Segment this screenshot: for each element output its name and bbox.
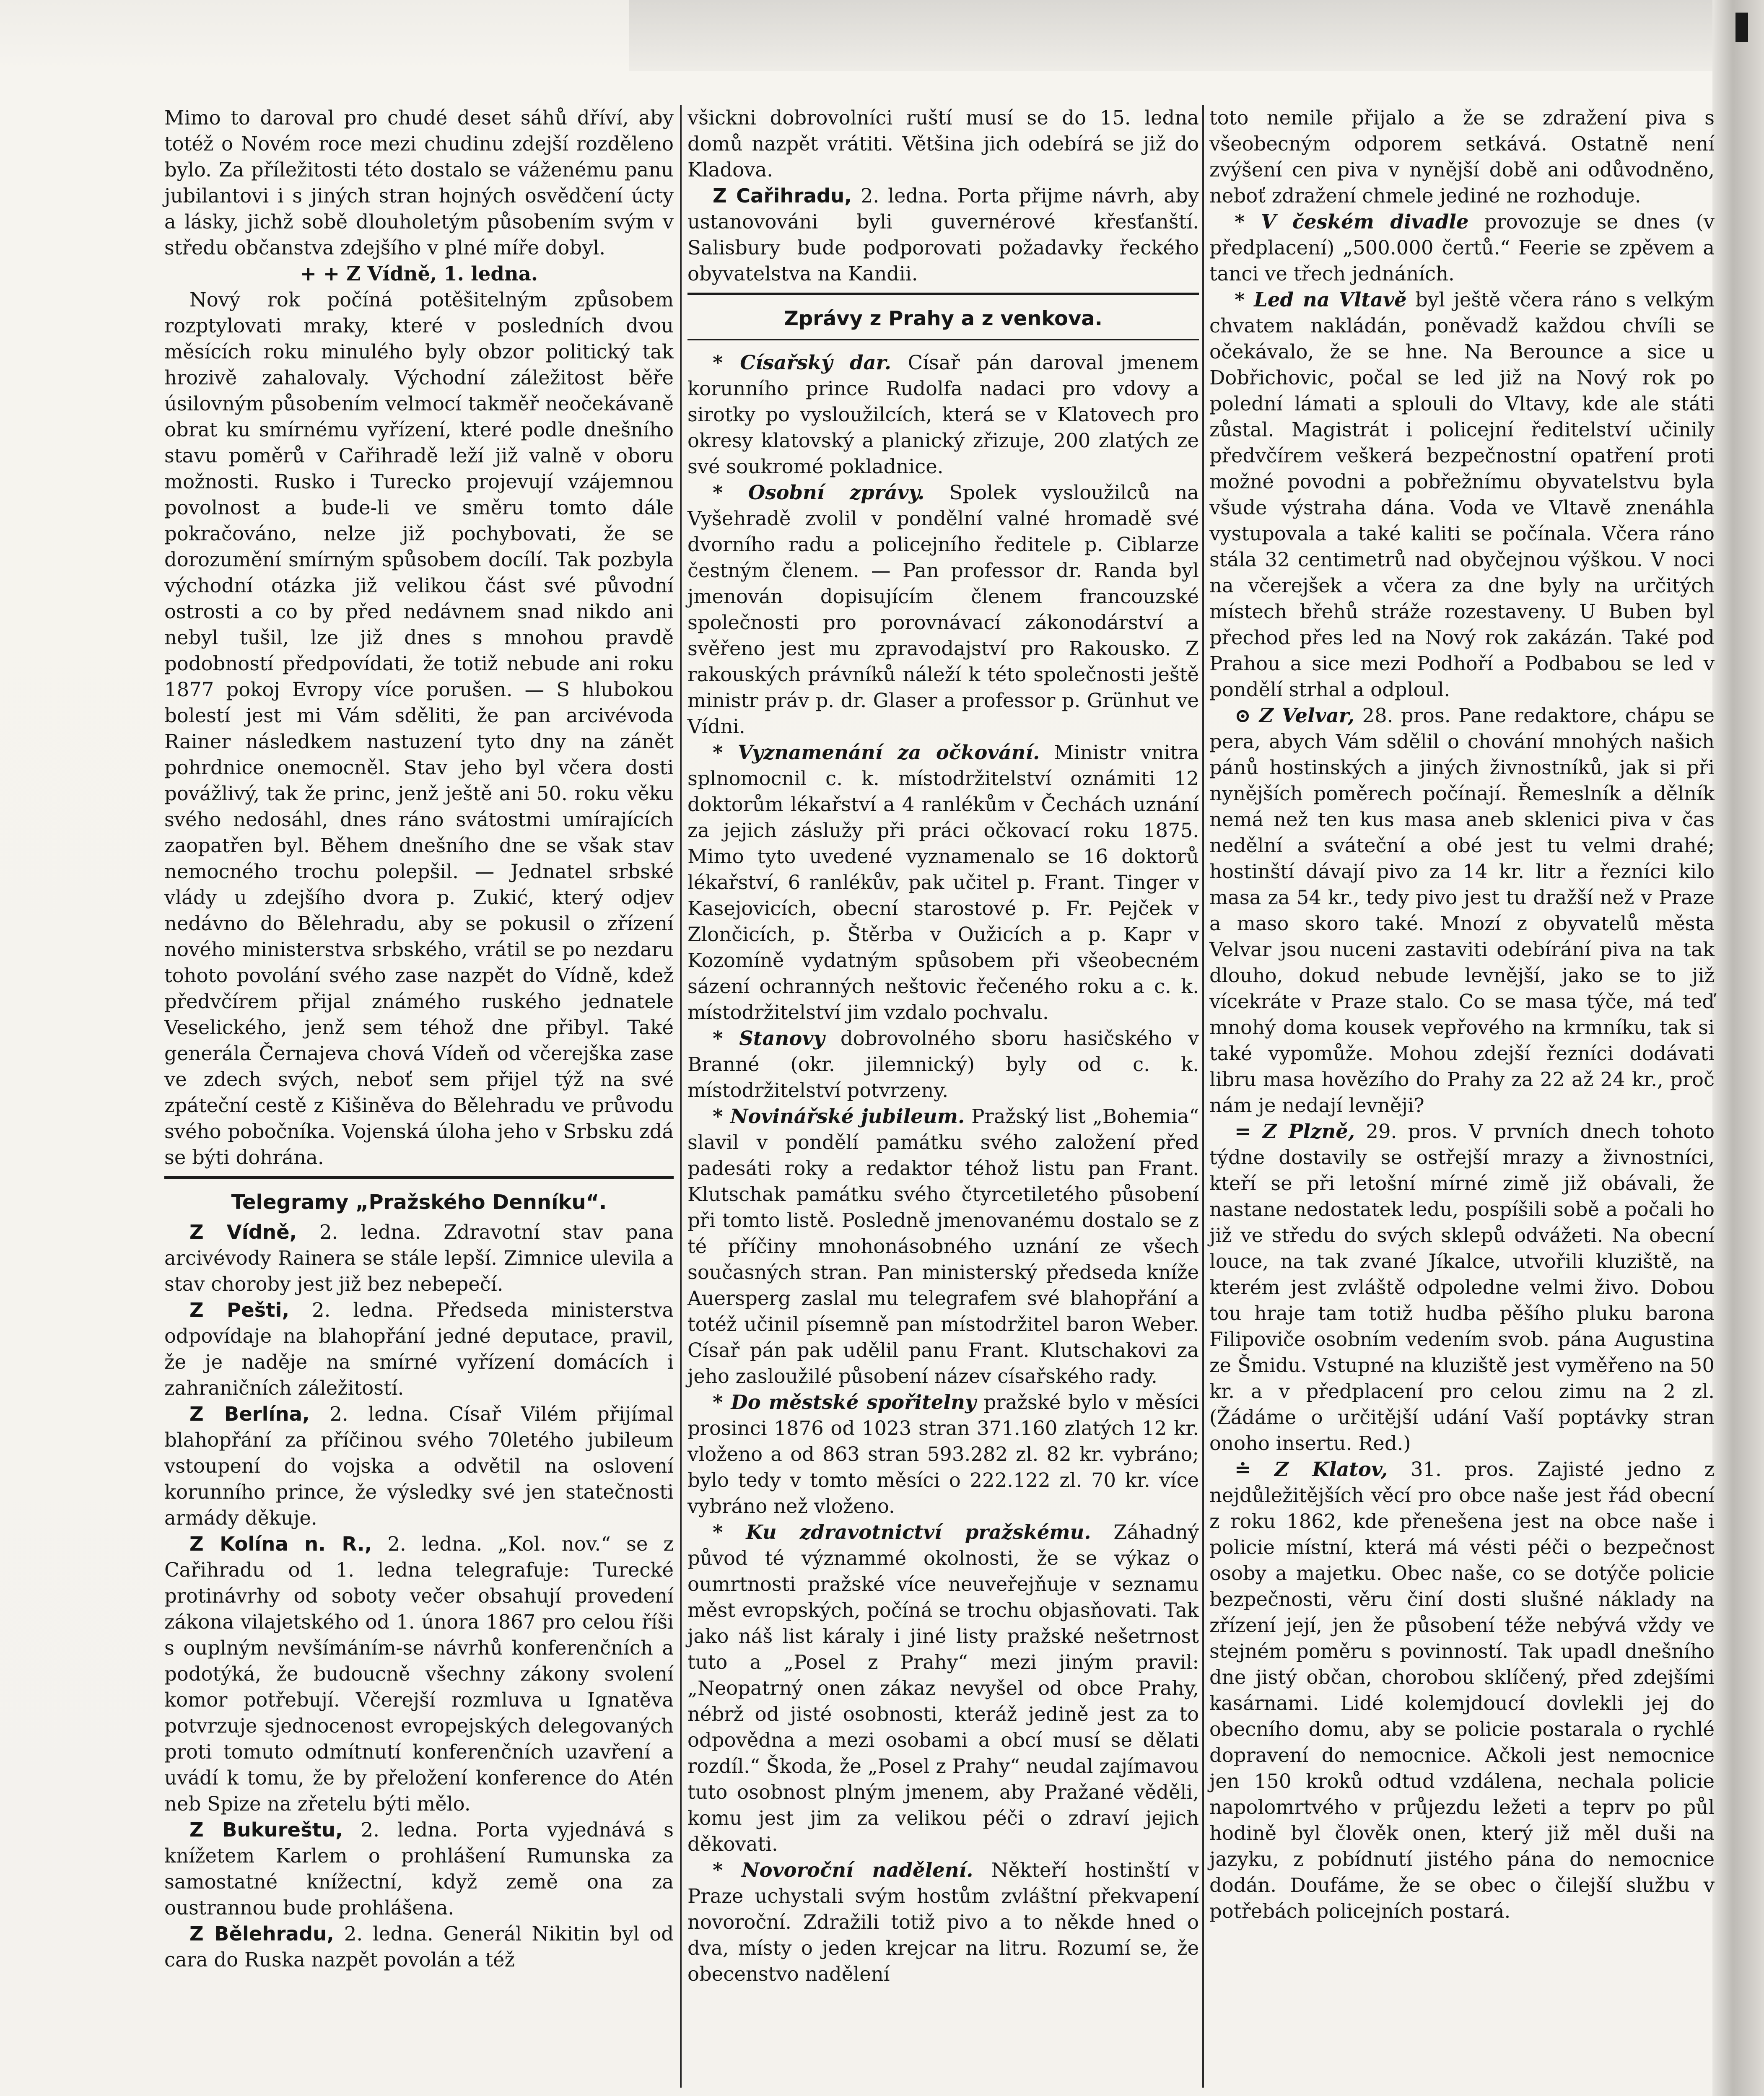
telegram-city: Z Pešti, [189,1299,290,1321]
correspondence-item [1209,1456,1715,1924]
news-item [687,1519,1199,1857]
news-title: * Stanovy [713,1027,825,1050]
correspondence-place: = Z Plzně, [1235,1120,1355,1143]
telegram-text: 2. ledna. Předseda ministerstva odpovídaje na blahopřání jedné deputace, pravil, že je naděje na smírné vyřízení domácích i zahraničních záležitostí. [164,1299,674,1399]
telegram-item [164,1401,674,1531]
news-title: * Osobní zprávy. [713,481,925,504]
news-text: Spolek vysloužilců na Vyšehradě zvolil v pondělní valné hromadě své dvorního radu a policejního ředitele p. Ciblarze čestným členem. — Pan professor dr. Randa byl jmenován dopisujícím členem francouzské společnosti pro porovnávací zákonodárství a svěřeno jest mu zpravodajství pro Rakousko. Z rakouských právníků náleží k této společnosti ještě ministr práv p. dr. Glaser a professor p. Grünhut ve Vídni. [687,481,1199,738]
news-title: * Císařský dar. [713,351,892,374]
news-title: * V českém divadle [1235,210,1469,233]
telegram-text: 2. ledna. „Kol. nov.“ se z Cařihradu od 1. ledna telegrafuje: Turecké protinávrhy od soboty večer obsahují provedení zákona vilajetského od 1. února 1867 pro celou říši s ouplným nevšímáním-se návrhů konferenčních a podotýká, že budoucně všechny zákony svolení komor potřebují. Včerejší rozmluva u Ignatěva potvrzuje sjednocenost evropejských delegovaných proti tomuto odmítnutí konferenčních uzavření a uvádí k tomu, že by přeložení konference do Atén neb Spize na zřetelu býti mělo. [164,1533,674,1815]
news-item [687,1857,1199,1987]
news-item [687,350,1199,480]
correspondence-place: ⊙ Z Velvar, [1235,704,1355,727]
telegram-city: Z Berlína, [189,1403,310,1425]
news-item [687,1103,1199,1389]
correspondence-item [1209,703,1715,1118]
news-item [687,739,1199,1025]
correspondence-text: 29. pros. V prvních dnech tohoto týdne dostavily se ostřejší mrazy a živnostníci, kteří se při letošní mírné zimě již obávali, že nastane nedostatek ledu, pospíšili sobě a počali ho již ve středu do svých sklepů odvážeti. Na obecní louce, na tak zvané Jíkalce, utvořili kluziště, na kterém jest zvláště odpoledne velmi živo. Dobou tou hraje tam totiž hudba pěšího pluku barona Filipoviče osobním vedením svob. pána Augustina ze Šmidu. Vstupné na kluziště jest vyměřeno na 50 kr. a v předplacení pro celou zimu na 2 zl. (Žádáme o určitější udání Vaší poptávky stran onoho insertu. Red.) [1209,1120,1715,1455]
telegram-city: Z Vídně, [189,1221,297,1243]
telegram-text: 2. ledna. Porta přijme návrh, aby ustanovováni byli guvernérové křesťanští. Salisbury bude podporovati požadavky řeckého obyvatelstva na Kandii. [687,184,1199,285]
column-rule-left [680,105,682,2088]
telegram-item [164,1817,674,1921]
column-rule-right [1202,105,1204,2088]
news-title: * Ku zdravotnictví pražskému. [713,1520,1091,1543]
news-item [687,480,1199,739]
news-title: * Novinářské jubileum. [713,1105,965,1128]
section-heading-telegrams: Telegramy „Pražského Denníku“. [231,1191,607,1214]
telegram-city: Z Cařihradu, [713,184,852,207]
telegram-item [164,1531,674,1817]
telegram-item [687,183,1199,287]
news-text: Ministr vnitra splnomocnil c. k. místodržitelství oznámiti 12 doktorům lékařství a 4 ranlékům v Čechách uznání za jejich záslužy při práci očkovací roku 1875. Mimo tyto uvedené vyznamenalo se 16 doktorů lékařství, 6 ranlékův, pak učitel p. Frant. Tinger v Kasejovicích, obecní starostové p. Fr. Pejček v Zlončicích, p. Štěrba v Oužicích a p. Kapr v Kozomíně vydatným spůsobem při všeobecném sázení ochranných neštovic řečeného roku a c. k. místodržitelství jim vzdalo pochvalu. [687,741,1199,1024]
news-text: provozuje se dnes (v předplacení) „500.000 čertů.“ Feerie se zpěvem a tanci ve třech jednáních. [1209,210,1715,285]
column-2 [687,105,1199,1987]
article-paragraph: všickni dobrovolníci ruští musí se do 15. ledna domů nazpět vrátiti. Většina jich odebírá se již do Kladova. [687,106,1199,181]
scan-edge [1712,0,1764,2096]
column-1 [164,105,674,1973]
section-heading-news: Zprávy z Prahy a z venkova. [784,307,1102,330]
article-paragraph: toto nemile přijalo a že se zdražení piva s všeobecným odporem setkává. Ostatně není zvýšení cen piva v nynější době ani odůvodněno, neboť zdražení chmele jediné ne rozhoduje. [1209,106,1715,207]
news-text: Pražský list „Bohemia“ slavil v pondělí památku svého založení před padesáti roky a redaktor téhož listu pan Frant. Klutschak památku svého čtyrcetiletého působení při tomto listě. Posledně jmenovanému dostalo se z té příčiny mnohonásobného uznání ze všech současných stran. Pan ministerský předseda kníže Auersperg zaslal mu telegrafem své blahopřání a totéž učinil písemně pan místodržitel baron Weber. Císař pán pak udělil panu Frant. Klutschakovi za jeho zasloužilé působení název císařského rady. [687,1105,1199,1388]
news-title: * Novoroční nadělení. [713,1858,973,1881]
news-item [1209,209,1715,287]
news-text: Císař pán daroval jmenem korunního prince Rudolfa nadaci pro vdovy a sirotky po vysloužilcích, která se v Klatovech pro okresy klatovský a planický zřizuje, 200 zlatých ze své soukromé pokladnice. [687,351,1199,478]
news-title: * Vyznamenání za očkování. [713,741,1040,764]
telegram-text: 2. ledna. Zdravotní stav pana arcivévody Rainera se stále lepší. Zimnice ulevila a stav choroby jest již bez nebepečí. [164,1221,674,1295]
news-text: byl ještě včera ráno s velkým chvatem nakládán, poněvadž každou chvíli se očekávalo, že se hne. Na Berounce a sice u Dobřichovic, počal se led již na Nový rok po polední lámati a splouli do Vltavy, kde ale státi zůstal. Magistrát i policejní ředitelství učinily předvčírem veškerá bezpečnostní opatření proti možné povodni a pobřežnímu obyvatelstvu byla všude výstraha dána. Voda ve Vltavě znenáhla vystupovala a také kaliti se počínala. Včera ráno stála 32 centimetrů nad obyčejnou výškou. V noci na včerejšek a včera za dne byly na určitých místech břehů stráže rozestaveny. U Buben byl přechod přes led na Nový rok zakázán. Také pod Prahou a sice mezi Podhoří a Podbabou se led v pondělí strhal a odploul. [1209,288,1715,701]
correspondence-item [1209,1118,1715,1456]
telegram-text: 2. ledna. Porta vyjednává s knížetem Karlem o prohlášení Rumunska za samostatné knížectní, když země ona za oustrannou bude prohlášena. [164,1818,674,1919]
correspondence-place: ≐ Z Klatov, [1235,1458,1388,1481]
registration-mark-top [1735,13,1748,42]
news-text: Někteří hostinští v Praze uchystali svým hostům zvláštní překvapení novoroční. Zdražili totiž pivo a to někde hned o dva, místy o jeden krejcar na litru. Rozumí se, že obecenstvo nadělení [687,1859,1199,1985]
news-item [1209,287,1715,703]
section-rule [164,1176,674,1182]
correspondence-text: 28. pros. Pane redaktore, chápu se pera, abych Vám sdělil o chování mnohých našich pánů hostinských a jiných živnostníků, jak si při nynějších poměrech počínají. Řemeslník a dělník nemá než ten kus masa aneb sklenici piva v čas nedělní a sváteční a obé jest tu velmi drahé; hostinští dávají pivo za 14 kr. litr a řezníci kilo masa za 54 kr., tedy pivo jest tu dražší než v Praze a maso skoro také. Mnozí z obyvatelů města Velvar jsou nuceni zastaviti odebírání piva na tak dlouho, dokud nebude levnější, jako se to již vícekráte v Praze stalo. Co se masa týče, má teď mnohý doma kousek vepřového na krmníku, tak si také vypomůže. Mohou zdejší řezníci dodávati libru masa hovězího do Prahy za 22 až 24 kr., proč nám je nedají levněji? [1209,704,1715,1117]
telegram-item [164,1921,674,1973]
telegram-city: Z Kolína n. R., [189,1533,372,1555]
telegram-text: 2. ledna. Císař Vilém přijímal blahopřání za příčinou svého 70letého jubileum vstoupení do vojska a odvětil na oslovení korunního prince, že výsledky své jen statečnosti armády děkuje. [164,1403,674,1529]
telegram-item [164,1297,674,1401]
telegram-item [164,1219,674,1297]
article-paragraph: Mimo to daroval pro chudé deset sáhů dříví, aby totéž o Novém roce mezi chudinu zdejší rozděleno bylo. Za příležitosti této dostalo se váženému panu jubilantovi i s jiných stran hojných osvědčení úcty a lásky, jichž sobě dlouholetým působením svým v středu občanstva zdejšího v plné míře dobyl. [164,106,674,259]
news-title: * Led na Vltavě [1235,288,1407,311]
news-text: pražské bylo v měsíci prosinci 1876 od 1023 stran 371.160 zlatých 12 kr. vloženo a od 863 stran 593.282 zl. 82 kr. vybráno; bylo tedy v tomto měsíci o 222.122 zl. 70 kr. více vybráno než vloženo. [687,1391,1199,1518]
article-paragraph: Nový rok počíná potěšitelným způsobem rozptylovati mraky, které v posledních dvou měsících roku minulého byly obzor politický tak hrozivě zahalovaly. Východní záležitost běře úsilovným působením velmocí takměř neočekávaně obrat ku smírnému vyřízení, které podle dnešního stavu poměrů v Cařihradě leží již valně v oboru možnosti. Rusko i Turecko projevují vzájemnou povolnost a bude-li ve směru tomto dále pokračováno, nelze již pochybovati, že se dorozumění smírným spůsobem docílí. Tak pozbyla východní otázka již velikou část své původní ostrosti a co by před nedávnem snad nikdo ani nebyl tušil, lze již dnes s mnohou pravdě podobností předpovídati, že totiž nebude ani roku 1877 pokoj Evropy více porušen. — S hlubokou bolestí jest mi Vám sděliti, že pan arcivévoda Rainer následkem nastuzení tyto dny na zánět pohrdnice onemocněl. Stav jeho byl včera dosti povážlivý, tak že princ, jenž ještě ani 50. roku věku svého nedosáhl, dnes ráno svátostmi umírajících zaopatřen byl. Během dnešního dne se však stav nemocného trochu polepšil. — Jednatel srbské vlády u zdejšího dvora p. Zukić, který odjev nedávno do Bělehradu, aby se pokusil o zřízení nového ministerstva srbského, vrátil se po nezdaru tohoto povolání svého zase nazpět do Vídně, kdež předvčírem přijal známého ruského jednatele Veselického, jenž sem téhož dne přibyl. Také generála Černajeva chová Vídeň od včerejška zase ve zdech svých, neboť sem přijel týž na své zpáteční cestě z Kišiněva do Bělehradu ve průvodu svého pobočníka. Vojenská úloha jeho v Srbsku zdá se býti dohrána. [164,288,674,1169]
news-item [687,1389,1199,1519]
section-rule [687,339,1199,344]
telegram-text: 2. ledna. Generál Nikitin byl od cara do Ruska nazpět povolán a též [164,1922,674,1971]
telegram-city: Z Bělehradu, [189,1922,334,1945]
telegram-city: Z Bukureštu, [189,1818,343,1841]
column-3 [1209,105,1715,1924]
scan-shadow [629,0,1764,71]
section-rule [687,293,1199,298]
news-text: Záhadný původ té význammé okolnosti, že se výkaz o oumrtnosti pražské více neuveřejňuje v seznamu měst evropských, počíná se trochu objasňovati. Tak jako náš list káraly i jiné listy pražské nešetrnost tuto a „Posel z Prahy“ mezi jiným pravil: „Neopatrný onen zákaz nevyšel od obce Prahy, nébrž od jisté osobnosti, kteráž jedině jest za to odpovědna a mezi osobami a obcí musí se dělati rozdíl.“ Škoda, že „Posel z Prahy“ neudal zajímavou tuto osobnost plným jmenem, aby Pražané věděli, komu jest jim za velikou péči o zdraví jejich děkovati. [687,1521,1199,1855]
news-title: * Do městské spořitelny [713,1390,976,1414]
dateline-vienna: + + Z Vídně, 1. ledna. [300,262,538,285]
news-item [687,1025,1199,1103]
news-text: dobrovolného sboru hasičského v Branné (okr. jilemnický) byly od c. k. místodržitelství potvrzeny. [687,1027,1199,1102]
correspondence-text: 31. pros. Zajisté jedno z nejdůležitějších věcí pro obce naše jest řád obecní z roku 1862, kde přenešena jest na obce naše i policie místní, která má vésti péči o bezpečnost osoby a majetku. Obec naše, co se dotýče policie bezpečnosti, věru činí dosti slušné náklady na zřízení její, jen že působení téže nebývá vždy ve stejném poměru s povinností. Tak upadl dnešního dne jistý občan, chorobou sklíčený, před zdejšími kasárnami. Lidé kolemjdoucí dovlekli jej do obecního domu, aby se policie postarala o rychlé dopravení do nemocnice. Ačkoli jest nemocnice jen 150 kroků odtud vzdálena, nechala policie napolomrtvého v průjezdu ležeti a teprv po půl hodině byl člověk onen, který již měl duši na jazyku, z pobídnutí jistého pána do nemocnice dodán. Doufáme, že se obec o čilejší službu v potřebách policejních postará. [1209,1458,1715,1922]
